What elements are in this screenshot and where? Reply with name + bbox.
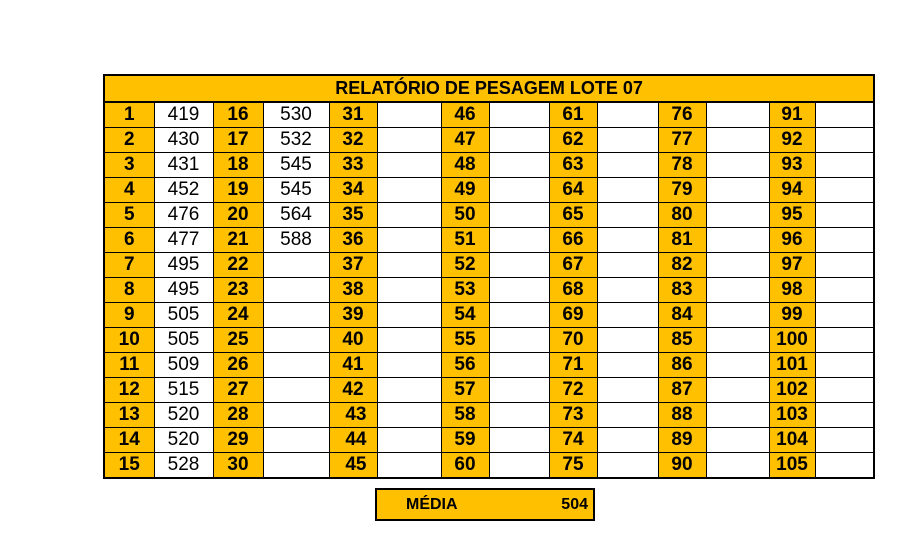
- weight-cell[interactable]: [815, 278, 874, 303]
- row-number-cell[interactable]: 56: [441, 353, 489, 378]
- row-number-cell[interactable]: 95: [769, 203, 815, 228]
- row-number-cell[interactable]: 1: [104, 102, 154, 128]
- row-number-cell[interactable]: 43: [329, 403, 377, 428]
- weight-cell[interactable]: [489, 278, 549, 303]
- weight-cell[interactable]: 545: [263, 178, 329, 203]
- weight-cell[interactable]: [489, 378, 549, 403]
- row-number-cell[interactable]: 105: [769, 453, 815, 479]
- weight-cell[interactable]: [489, 128, 549, 153]
- table-row: [104, 403, 874, 428]
- weight-cell[interactable]: [706, 228, 769, 253]
- row-number-cell[interactable]: 5: [104, 203, 154, 228]
- row-number-cell[interactable]: 7: [104, 253, 154, 278]
- row-number-cell[interactable]: 79: [658, 178, 706, 203]
- row-number-cell[interactable]: 61: [549, 102, 597, 128]
- row-number-cell[interactable]: 65: [549, 203, 597, 228]
- row-number-cell[interactable]: 11: [104, 353, 154, 378]
- row-number-cell[interactable]: 100: [769, 328, 815, 353]
- row-number-cell[interactable]: 66: [549, 228, 597, 253]
- weight-cell[interactable]: [377, 178, 441, 203]
- weight-cell[interactable]: [597, 403, 658, 428]
- weight-cell[interactable]: [489, 353, 549, 378]
- weight-cell[interactable]: [706, 328, 769, 353]
- row-number-cell[interactable]: 90: [658, 453, 706, 479]
- row-number-cell[interactable]: 4: [104, 178, 154, 203]
- row-number-cell[interactable]: 6: [104, 228, 154, 253]
- weight-cell[interactable]: [489, 453, 549, 479]
- weight-cell[interactable]: [706, 153, 769, 178]
- row-number-cell[interactable]: 23: [213, 278, 263, 303]
- weight-cell[interactable]: [597, 203, 658, 228]
- weight-cell[interactable]: 495: [154, 253, 213, 278]
- row-number-cell[interactable]: 89: [658, 428, 706, 453]
- row-number-cell[interactable]: 99: [769, 303, 815, 328]
- weight-cell[interactable]: [263, 378, 329, 403]
- weight-cell[interactable]: [706, 428, 769, 453]
- weight-cell[interactable]: [377, 102, 441, 128]
- row-number-cell[interactable]: 21: [213, 228, 263, 253]
- weight-cell[interactable]: [815, 228, 874, 253]
- row-number-cell[interactable]: 46: [441, 102, 489, 128]
- weight-cell[interactable]: 419: [154, 102, 213, 128]
- weight-cell[interactable]: [489, 303, 549, 328]
- row-number-cell[interactable]: 35: [329, 203, 377, 228]
- weight-cell[interactable]: [263, 253, 329, 278]
- weight-cell[interactable]: [377, 203, 441, 228]
- weight-cell[interactable]: [706, 102, 769, 128]
- table-row: [104, 228, 874, 253]
- row-number-cell[interactable]: 68: [549, 278, 597, 303]
- row-number-cell[interactable]: 13: [104, 403, 154, 428]
- row-number-cell[interactable]: 78: [658, 153, 706, 178]
- report-title[interactable]: RELATÓRIO DE PESAGEM LOTE 07: [104, 75, 874, 102]
- row-number-cell[interactable]: 77: [658, 128, 706, 153]
- weight-cell[interactable]: [597, 228, 658, 253]
- weight-cell[interactable]: 476: [154, 203, 213, 228]
- weight-cell[interactable]: [489, 428, 549, 453]
- weight-cell[interactable]: [706, 453, 769, 479]
- weight-cell[interactable]: [706, 203, 769, 228]
- weight-cell[interactable]: [706, 278, 769, 303]
- weight-cell[interactable]: 515: [154, 378, 213, 403]
- row-number-cell[interactable]: 102: [769, 378, 815, 403]
- row-number-cell[interactable]: 24: [213, 303, 263, 328]
- row-number-cell[interactable]: 9: [104, 303, 154, 328]
- weight-cell[interactable]: [815, 253, 874, 278]
- weight-cell[interactable]: [263, 453, 329, 479]
- row-number-cell[interactable]: 33: [329, 153, 377, 178]
- row-number-cell[interactable]: 53: [441, 278, 489, 303]
- row-number-cell[interactable]: 60: [441, 453, 489, 479]
- weight-cell[interactable]: [263, 403, 329, 428]
- row-number-cell[interactable]: 47: [441, 128, 489, 153]
- row-number-cell[interactable]: 74: [549, 428, 597, 453]
- row-number-cell[interactable]: 55: [441, 328, 489, 353]
- row-number-cell[interactable]: 93: [769, 153, 815, 178]
- table-row: [104, 353, 874, 378]
- row-number-cell[interactable]: 15: [104, 453, 154, 479]
- weight-cell[interactable]: [597, 278, 658, 303]
- row-number-cell[interactable]: 87: [658, 378, 706, 403]
- table-row: [104, 203, 874, 228]
- table-row: [104, 453, 874, 479]
- row-number-cell[interactable]: 37: [329, 253, 377, 278]
- row-number-cell[interactable]: 72: [549, 378, 597, 403]
- weight-cell[interactable]: [377, 228, 441, 253]
- weight-cell[interactable]: 495: [154, 278, 213, 303]
- weight-cell[interactable]: 477: [154, 228, 213, 253]
- weight-cell[interactable]: [263, 353, 329, 378]
- row-number-cell[interactable]: 19: [213, 178, 263, 203]
- row-number-cell[interactable]: 30: [213, 453, 263, 479]
- row-number-cell[interactable]: 85: [658, 328, 706, 353]
- row-number-cell[interactable]: 38: [329, 278, 377, 303]
- row-number-cell[interactable]: 50: [441, 203, 489, 228]
- weight-cell[interactable]: [706, 128, 769, 153]
- row-number-cell[interactable]: 103: [769, 403, 815, 428]
- row-number-cell[interactable]: 71: [549, 353, 597, 378]
- table-row: [104, 428, 874, 453]
- weight-cell[interactable]: [377, 353, 441, 378]
- row-number-cell[interactable]: 84: [658, 303, 706, 328]
- weight-cell[interactable]: [377, 278, 441, 303]
- row-number-cell[interactable]: 62: [549, 128, 597, 153]
- weight-cell[interactable]: [815, 303, 874, 328]
- weight-cell[interactable]: [597, 303, 658, 328]
- row-number-cell[interactable]: 76: [658, 102, 706, 128]
- weight-cell[interactable]: 430: [154, 128, 213, 153]
- row-number-cell[interactable]: 81: [658, 228, 706, 253]
- media-value[interactable]: 504: [561, 496, 588, 513]
- weight-cell[interactable]: [377, 328, 441, 353]
- row-number-cell[interactable]: 104: [769, 428, 815, 453]
- row-number-cell[interactable]: 39: [329, 303, 377, 328]
- weight-cell[interactable]: [597, 378, 658, 403]
- weight-cell[interactable]: [815, 353, 874, 378]
- row-number-cell[interactable]: 40: [329, 328, 377, 353]
- table-row: [104, 178, 874, 203]
- row-number-cell[interactable]: 10: [104, 328, 154, 353]
- weight-cell[interactable]: [489, 253, 549, 278]
- table-row: [104, 303, 874, 328]
- weight-cell[interactable]: [815, 153, 874, 178]
- weight-cell[interactable]: [706, 378, 769, 403]
- weight-cell[interactable]: [706, 353, 769, 378]
- weight-cell[interactable]: 532: [263, 128, 329, 153]
- weight-cell[interactable]: [377, 303, 441, 328]
- row-number-cell[interactable]: 92: [769, 128, 815, 153]
- row-number-cell[interactable]: 96: [769, 228, 815, 253]
- weight-cell[interactable]: [597, 453, 658, 479]
- weight-cell[interactable]: [377, 453, 441, 479]
- weight-cell[interactable]: [489, 178, 549, 203]
- row-number-cell[interactable]: 45: [329, 453, 377, 479]
- weight-cell[interactable]: [377, 153, 441, 178]
- weight-cell[interactable]: [706, 178, 769, 203]
- row-number-cell[interactable]: 14: [104, 428, 154, 453]
- weight-cell[interactable]: 520: [154, 428, 213, 453]
- row-number-cell[interactable]: 32: [329, 128, 377, 153]
- weight-cell[interactable]: 564: [263, 203, 329, 228]
- row-number-cell[interactable]: 34: [329, 178, 377, 203]
- row-number-cell[interactable]: 86: [658, 353, 706, 378]
- row-number-cell[interactable]: 80: [658, 203, 706, 228]
- weight-cell[interactable]: 431: [154, 153, 213, 178]
- table-row: [104, 253, 874, 278]
- row-number-cell[interactable]: 18: [213, 153, 263, 178]
- weight-cell[interactable]: [597, 178, 658, 203]
- weight-cell[interactable]: [815, 203, 874, 228]
- row-number-cell[interactable]: 28: [213, 403, 263, 428]
- weight-cell[interactable]: [597, 153, 658, 178]
- weight-cell[interactable]: [489, 228, 549, 253]
- row-number-cell[interactable]: 51: [441, 228, 489, 253]
- row-number-cell[interactable]: 88: [658, 403, 706, 428]
- row-number-cell[interactable]: 70: [549, 328, 597, 353]
- row-number-cell[interactable]: 49: [441, 178, 489, 203]
- table-row: [104, 102, 874, 128]
- weight-cell[interactable]: [815, 102, 874, 128]
- weight-cell[interactable]: 505: [154, 328, 213, 353]
- row-number-cell[interactable]: 12: [104, 378, 154, 403]
- row-number-cell[interactable]: 44: [329, 428, 377, 453]
- weight-cell[interactable]: [377, 428, 441, 453]
- weight-cell[interactable]: 520: [154, 403, 213, 428]
- weight-cell[interactable]: 505: [154, 303, 213, 328]
- weight-cell[interactable]: 545: [263, 153, 329, 178]
- weight-cell[interactable]: [706, 253, 769, 278]
- row-number-cell[interactable]: 27: [213, 378, 263, 403]
- weight-cell[interactable]: [263, 278, 329, 303]
- weight-cell[interactable]: [815, 328, 874, 353]
- row-number-cell[interactable]: 8: [104, 278, 154, 303]
- table-row: [104, 378, 874, 403]
- row-number-cell[interactable]: 58: [441, 403, 489, 428]
- row-number-cell[interactable]: 3: [104, 153, 154, 178]
- table-row: [104, 328, 874, 353]
- weight-cell[interactable]: [377, 128, 441, 153]
- media-summary-box: [375, 488, 595, 521]
- row-number-cell[interactable]: 67: [549, 253, 597, 278]
- row-number-cell[interactable]: 82: [658, 253, 706, 278]
- row-number-cell[interactable]: 36: [329, 228, 377, 253]
- row-number-cell[interactable]: 52: [441, 253, 489, 278]
- weight-cell[interactable]: [597, 353, 658, 378]
- row-number-cell[interactable]: 59: [441, 428, 489, 453]
- row-number-cell[interactable]: 16: [213, 102, 263, 128]
- weight-cell[interactable]: 509: [154, 353, 213, 378]
- weight-cell[interactable]: 530: [263, 102, 329, 128]
- weight-cell[interactable]: [377, 403, 441, 428]
- weight-cell[interactable]: [597, 128, 658, 153]
- weight-cell[interactable]: [815, 378, 874, 403]
- weight-cell[interactable]: 588: [263, 228, 329, 253]
- row-number-cell[interactable]: 73: [549, 403, 597, 428]
- weighing-report-table: [103, 74, 875, 479]
- weight-cell[interactable]: [815, 453, 874, 479]
- row-number-cell[interactable]: 98: [769, 278, 815, 303]
- table-row: [104, 153, 874, 178]
- row-number-cell[interactable]: 41: [329, 353, 377, 378]
- weight-cell[interactable]: [489, 153, 549, 178]
- row-number-cell[interactable]: 26: [213, 353, 263, 378]
- row-number-cell[interactable]: 91: [769, 102, 815, 128]
- weight-cell[interactable]: [263, 428, 329, 453]
- weight-cell[interactable]: 452: [154, 178, 213, 203]
- weight-cell[interactable]: [597, 253, 658, 278]
- weight-cell[interactable]: [815, 178, 874, 203]
- weight-cell[interactable]: [489, 102, 549, 128]
- weight-cell[interactable]: [815, 403, 874, 428]
- weight-cell[interactable]: [263, 328, 329, 353]
- row-number-cell[interactable]: 20: [213, 203, 263, 228]
- table-row: [104, 128, 874, 153]
- weight-cell[interactable]: [815, 128, 874, 153]
- row-number-cell[interactable]: 94: [769, 178, 815, 203]
- weight-cell[interactable]: [263, 303, 329, 328]
- weight-cell[interactable]: [597, 102, 658, 128]
- row-number-cell[interactable]: 83: [658, 278, 706, 303]
- row-number-cell[interactable]: 48: [441, 153, 489, 178]
- weight-cell[interactable]: [377, 253, 441, 278]
- row-number-cell[interactable]: 101: [769, 353, 815, 378]
- row-number-cell[interactable]: 29: [213, 428, 263, 453]
- row-number-cell[interactable]: 64: [549, 178, 597, 203]
- weight-cell[interactable]: 528: [154, 453, 213, 479]
- row-number-cell[interactable]: 63: [549, 153, 597, 178]
- row-number-cell[interactable]: 22: [213, 253, 263, 278]
- row-number-cell[interactable]: 54: [441, 303, 489, 328]
- media-label[interactable]: MÉDIA: [406, 496, 458, 513]
- weight-cell[interactable]: [489, 328, 549, 353]
- weight-cell[interactable]: [377, 378, 441, 403]
- weight-cell[interactable]: [597, 428, 658, 453]
- weight-cell[interactable]: [706, 303, 769, 328]
- weight-cell[interactable]: [597, 328, 658, 353]
- row-number-cell[interactable]: 2: [104, 128, 154, 153]
- row-number-cell[interactable]: 69: [549, 303, 597, 328]
- weight-cell[interactable]: [489, 403, 549, 428]
- row-number-cell[interactable]: 75: [549, 453, 597, 479]
- table-row: [104, 278, 874, 303]
- row-number-cell[interactable]: 97: [769, 253, 815, 278]
- weight-cell[interactable]: [489, 203, 549, 228]
- row-number-cell[interactable]: 31: [329, 102, 377, 128]
- title-row: [104, 75, 874, 102]
- weight-cell[interactable]: [815, 428, 874, 453]
- row-number-cell[interactable]: 17: [213, 128, 263, 153]
- weight-cell[interactable]: [706, 403, 769, 428]
- row-number-cell[interactable]: 42: [329, 378, 377, 403]
- row-number-cell[interactable]: 57: [441, 378, 489, 403]
- row-number-cell[interactable]: 25: [213, 328, 263, 353]
